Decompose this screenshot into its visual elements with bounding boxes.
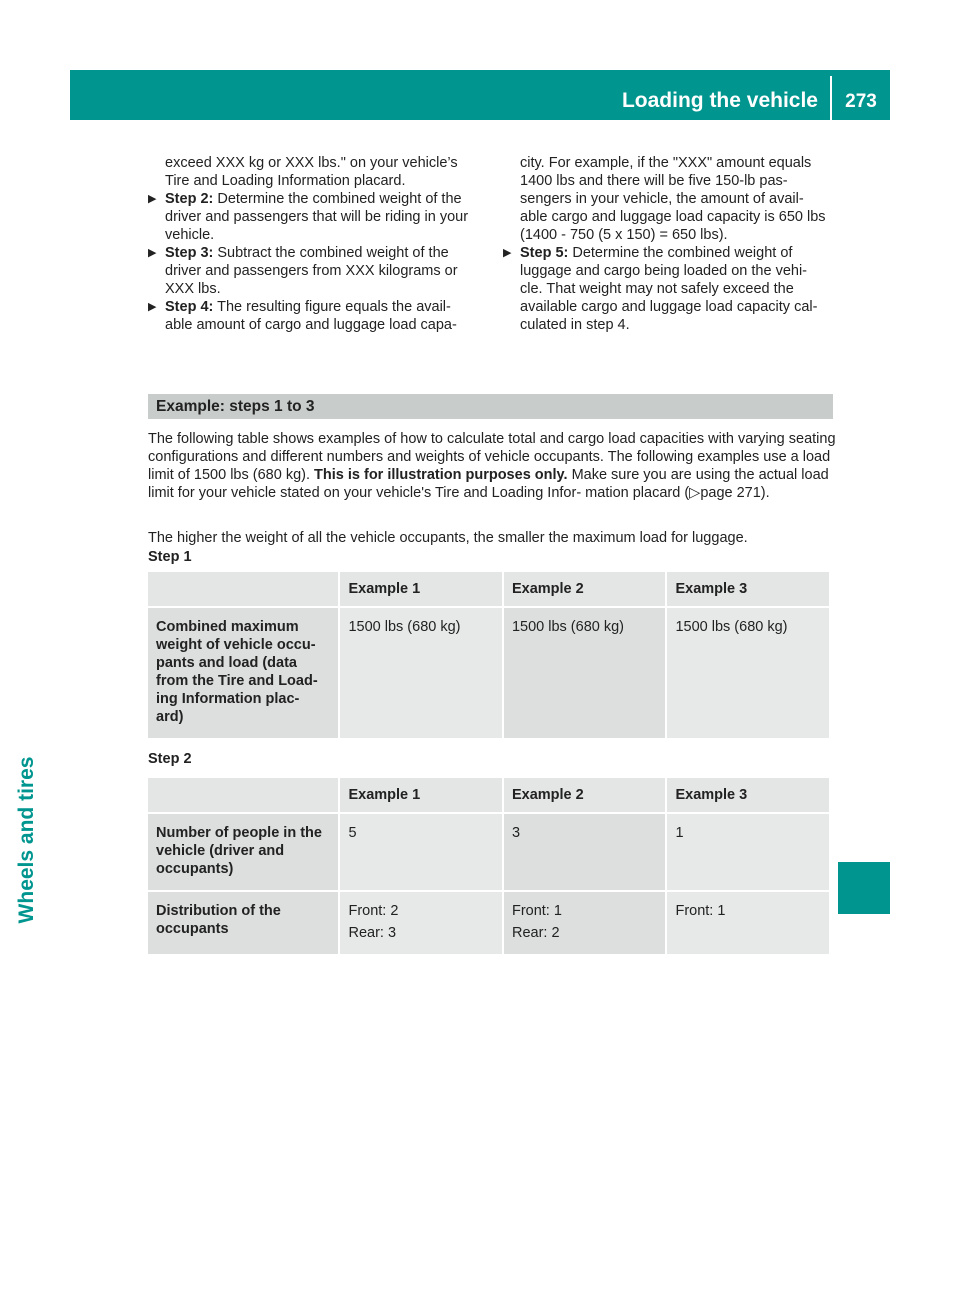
table-header-cell: Example 1: [340, 778, 502, 812]
page-number: 273: [845, 91, 877, 112]
table-header-cell: [148, 572, 338, 606]
chapter-tab-label: Wheels and tires: [15, 756, 38, 924]
table-cell: 1500 lbs (680 kg): [340, 608, 502, 738]
page-ref-arrow-icon: ▷: [689, 485, 701, 501]
table-header-cell: [148, 778, 338, 812]
step-text: Determine the combined weight of luggage and cargo being loaded on the vehi- cle. That weight may not safely exceed the available cargo and luggage load capacity cal- culated in step 4.: [520, 245, 818, 333]
table-header-cell: Example 2: [504, 778, 666, 812]
table-cell: [667, 892, 829, 954]
table-header-cell: Example 3: [667, 572, 829, 606]
table-cell: 3: [504, 814, 666, 890]
step-text: The resulting figure equals the avail- able amount of cargo and luggage load capa-: [165, 299, 457, 333]
step-item: [148, 244, 478, 298]
intro-text: The following table shows examples of how to calculate total and cargo load capacities with varying seating configurations and different numbers and weights of vehicle occupants. The following examples use a load limit of 1500 lbs (680 kg).: [148, 431, 836, 483]
table-header-row: [148, 778, 829, 812]
table-cell: 1: [667, 814, 829, 890]
table-cell: 1500 lbs (680 kg): [504, 608, 666, 738]
section-header: [148, 394, 833, 419]
step-arrow-icon: ▶: [148, 247, 157, 259]
right-column: [503, 154, 833, 334]
step-arrow-icon: ▶: [148, 301, 157, 313]
step-label: Step 3:: [165, 245, 214, 261]
note-paragraph: The higher the weight of all the vehicle occupants, the smaller the maximum load for luggage.: [148, 530, 748, 546]
step-label: Step 2:: [165, 191, 214, 207]
step-item: [148, 190, 478, 244]
table-cell: [504, 892, 666, 954]
step-text: Determine the combined weight of the driver and passengers that will be riding in your vehicle.: [165, 191, 469, 243]
page-reference-link[interactable]: page 271).: [700, 485, 770, 501]
cell-line: Rear: 2: [511, 925, 560, 941]
step-label: Step 4:: [165, 299, 214, 315]
cell-line: Front: 1: [675, 903, 726, 919]
step-label: Step 5:: [520, 245, 569, 261]
table-header-row: [148, 572, 829, 606]
step-item: [148, 298, 478, 334]
intro-emphasis: This is for illustration purposes only.: [314, 467, 568, 483]
table-header-cell: Example 1: [340, 572, 502, 606]
step-text: Subtract the combined weight of the driver and passengers from XXX kilograms or XXX lbs.: [165, 245, 458, 297]
intro-text-continued: Make sure you are using the actual load limit for your vehicle stated on your vehicle's Tire and Loading Infor- mation placard (: [148, 467, 829, 501]
page-title: Loading the vehicle: [621, 89, 818, 112]
table-row: [148, 892, 829, 954]
table-header-cell: Example 2: [504, 572, 666, 606]
chapter-tab: [838, 120, 890, 915]
row-header-cell: Number of people in the vehicle (driver and occupants): [148, 814, 338, 890]
step-arrow-icon: ▶: [148, 193, 157, 205]
table-label: Step 2: [148, 751, 192, 767]
cell-line: Front: 2: [348, 903, 399, 919]
load-table-step2: [146, 776, 831, 956]
step-arrow-icon: ▶: [503, 247, 512, 259]
chapter-marker: [838, 862, 890, 914]
row-header-cell: Distribution of the occupants: [148, 892, 338, 954]
step-item: [503, 244, 833, 334]
left-column: [148, 154, 478, 334]
table-cell: 5: [340, 814, 502, 890]
table-row: [148, 608, 829, 738]
table-cell: [340, 892, 502, 954]
cell-line: Front: 1: [511, 903, 562, 919]
load-table-step1: [146, 570, 831, 740]
intro-paragraph: [148, 430, 838, 502]
table-cell: 1500 lbs (680 kg): [667, 608, 829, 738]
continued-text: city. For example, if the "XXX" amount equals 1400 lbs and there will be five 150-lb pas- sengers in your vehicle, the amount of avail- able cargo and luggage load capacity is 650 lbs (1400 - 750 (5 x 150) = 650 lbs).: [520, 155, 826, 243]
continued-text: exceed XXX kg or XXX lbs." on your vehicle’s Tire and Loading Information placard.: [165, 155, 458, 189]
table-header-cell: Example 3: [667, 778, 829, 812]
table-label: Step 1: [148, 549, 192, 565]
header-bar: [70, 70, 890, 120]
row-header-cell: Combined maximum weight of vehicle occu- pants and load (data from the Tire and Load- ing Information plac- ard): [148, 608, 338, 738]
section-title: Example: steps 1 to 3: [156, 398, 315, 415]
table-row: [148, 814, 829, 890]
cell-line: Rear: 3: [348, 925, 397, 941]
